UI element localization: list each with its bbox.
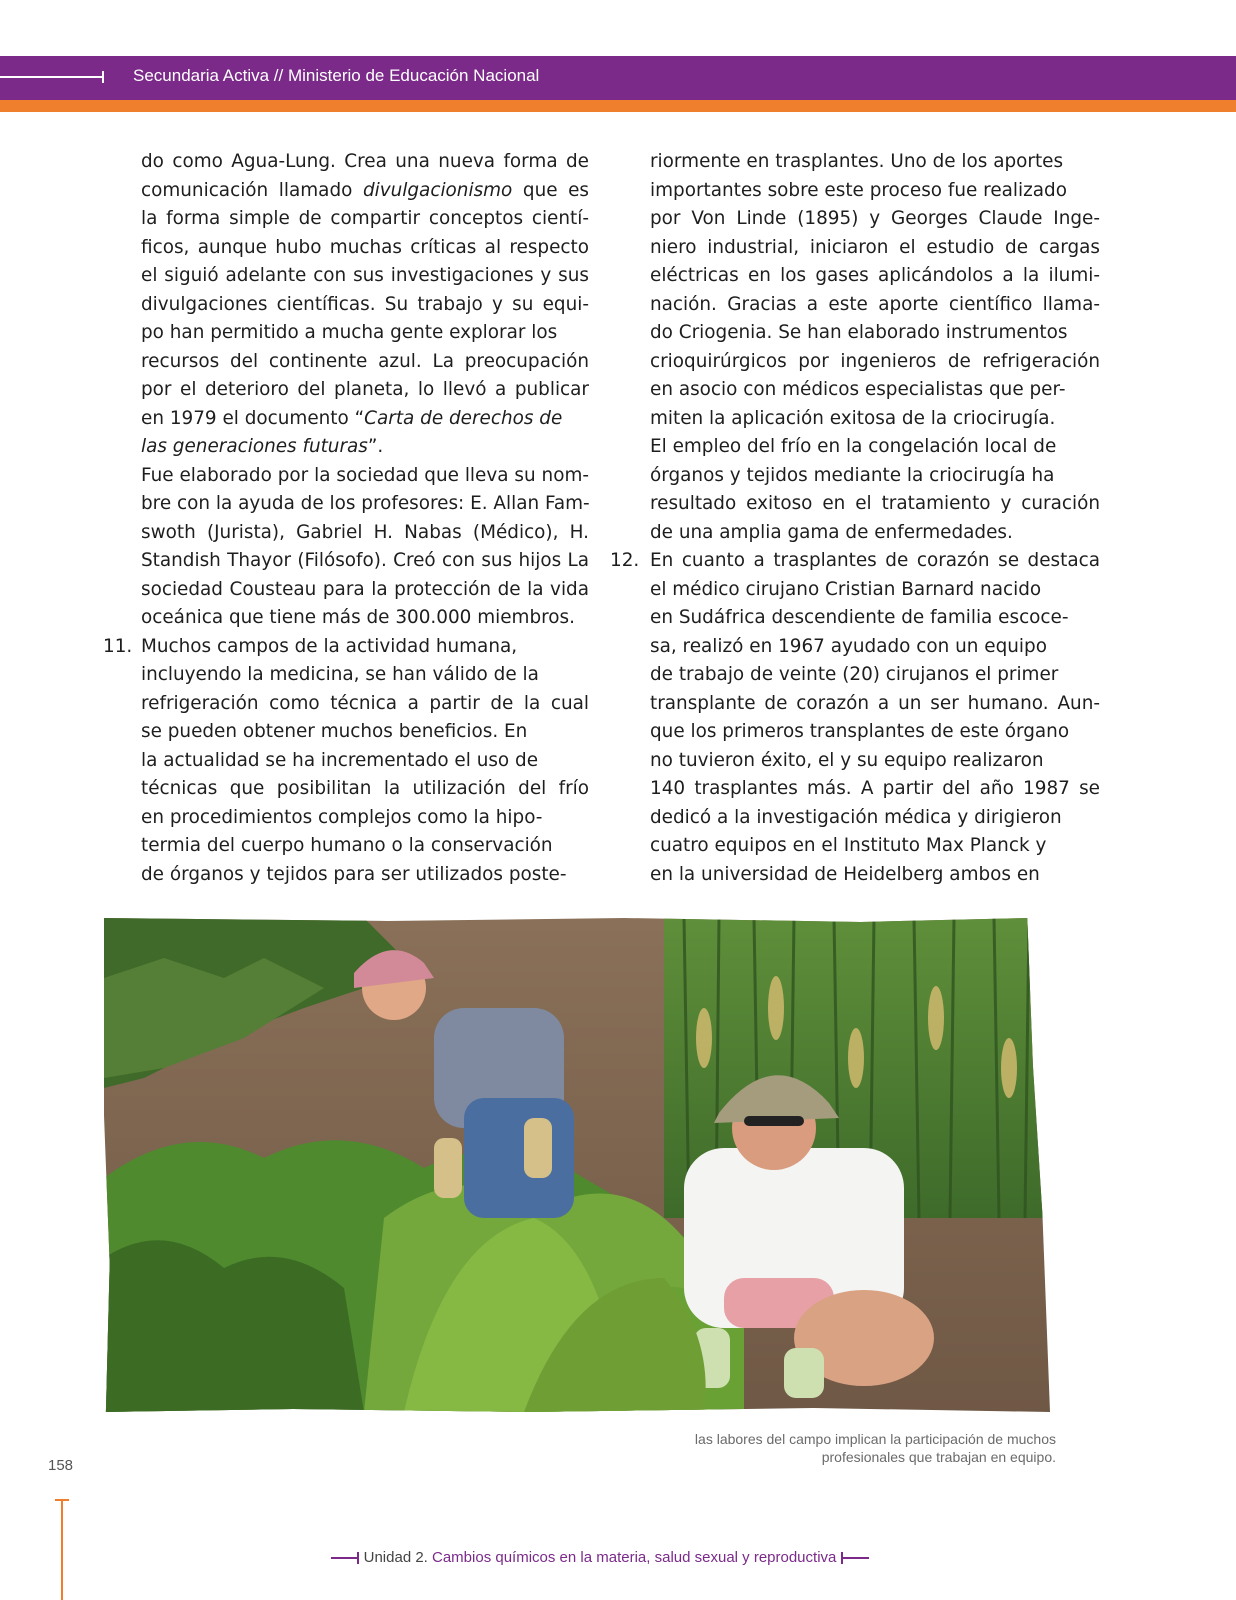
text-line: nación. Gracias a este aporte científico llama- [650,293,1100,315]
text-line: se pueden obtener muchos beneficios. En [141,721,528,742]
text-line: miten la aplicación exitosa de la criocirugía. [650,407,1056,429]
text-line: en 1979 el documento “Carta de derechos de [141,407,563,429]
text-line: transplante de corazón a un ser humano. Aun- [650,692,1100,714]
text-line: Muchos campos de la actividad humana, [141,635,518,657]
text-line: recursos del continente azul. La preocupación [141,350,589,372]
text-line: Standish Thayor (Filósofo). Creó con sus hijos La [141,550,589,571]
footer-title: Cambios químicos en la materia, salud sexual y reproductiva [427,1549,837,1566]
text-line: importantes sobre este proceso fue realizado [650,179,1067,201]
text-line: comunicación llamado divulgacionismo que es [141,179,590,201]
text-line: oceánica que tiene más de 300.000 miembros. [141,607,575,628]
text-line: niero industrial, iniciaron el estudio de cargas [650,236,1100,258]
text-line: 140 trasplantes más. A partir del año 1987 se [650,778,1100,799]
list-number: 11. [103,635,133,657]
text-line: resultado exitoso en el tratamiento y curación [650,493,1100,514]
text-line: de órganos y tejidos para ser utilizados poste- [141,863,567,885]
text-line: en procedimientos complejos como la hipo- [141,806,543,828]
text-line: no tuvieron éxito, el y su equipo realizaron [650,749,1044,771]
right-column [610,148,1100,889]
text-line: refrigeración como técnica a partir de la cual [141,692,589,714]
text-line: por Von Linde (1895) y Georges Claude Inge- [650,208,1100,229]
text-line: por el deterioro del planeta, lo llevó a publicar [141,379,589,400]
text-line: El empleo del frío en la congelación local de [650,436,1057,457]
text-line: que los primeros transplantes de este órgano [650,721,1070,742]
header-accent-stripe [0,100,1236,112]
running-header: Secundaria Activa // Ministerio de Educación Nacional [133,66,540,85]
margin-rule [61,1500,63,1600]
list-number: 12. [610,550,640,571]
list-item-11 [103,633,589,890]
footer-unit: Unidad 2. [363,1549,428,1566]
text-line: po han permitido a mucha gente explorar los [141,322,558,343]
text-line: dedicó a la investigación médica y dirigieron [650,806,1062,828]
text-line: la actualidad se ha incrementado el uso de [141,749,539,771]
text-line: sa, realizó en 1967 ayudado con un equipo [650,635,1047,657]
text-line: en la universidad de Heidelberg ambos en [650,863,1040,885]
text-line: de una amplia gama de enfermedades. [650,521,1013,543]
text-line: las generaciones futuras”. [141,436,384,457]
text-line: En cuanto a trasplantes de corazón se destaca [650,550,1100,571]
text-line: do como Agua-Lung. Crea una nueva forma de [141,151,589,172]
header-rule [0,76,104,78]
text-line: ficos, aunque hubo muchas críticas al respecto [141,236,589,258]
text-line: divulgaciones científicas. Su trabajo y su equi- [141,293,589,315]
list-item-12 [610,547,1100,889]
garden-photo [104,918,1050,1412]
photo-caption [636,1430,1056,1466]
text-line: termia del cuerpo humano o la conservación [141,835,553,856]
text-line: incluyendo la medicina, se han válido de la [141,664,539,685]
text-line: en Sudáfrica descendiente de familia escoce- [650,607,1069,628]
text-line: en asocio con médicos especialistas que per- [650,379,1066,400]
text-line: do Criogenia. Se han elaborado instrumentos [650,322,1068,343]
caption-line: las labores del campo implican la participación de muchos [694,1431,1056,1447]
text-line: órganos y tejidos mediante la criocirugía ha [650,464,1055,486]
garden-photo-illustration [104,918,1050,1412]
text-line: técnicas que posibilitan la utilización del frío [141,778,589,799]
text-line: la forma simple de compartir conceptos cientí- [141,208,589,229]
text-line: Fue elaborado por la sociedad que lleva su nom- [141,464,589,486]
footer-rule-right [841,1557,869,1559]
text-line: el siguió adelante con sus investigaciones y sus [141,265,589,286]
text-line: eléctricas en los gases aplicándolos a la ilumi- [650,265,1100,286]
text-line: swoth (Jurista), Gabriel H. Nabas (Médico), H. [141,521,589,543]
page-number: 158 [48,1457,74,1474]
text-line: riormente en trasplantes. Uno de los aportes [650,151,1064,172]
left-column [103,148,590,889]
caption-line: profesionales que trabajan en equipo. [821,1449,1056,1465]
footer-rule-left [331,1557,359,1559]
text-line: sociedad Cousteau para la protección de la vida [141,578,589,600]
text-line: cuatro equipos en el Instituto Max Planck y [650,835,1047,856]
header-rule-tick [102,71,104,83]
text-line: crioquirúrgicos por ingenieros de refrigeración [650,350,1100,372]
text-line: bre con la ayuda de los profesores: E. Allan Fam- [141,493,590,514]
text-line: de trabajo de veinte (20) cirujanos el primer [650,664,1059,685]
running-footer [310,1549,890,1566]
text-line: el médico cirujano Cristian Barnard nacido [650,578,1042,600]
